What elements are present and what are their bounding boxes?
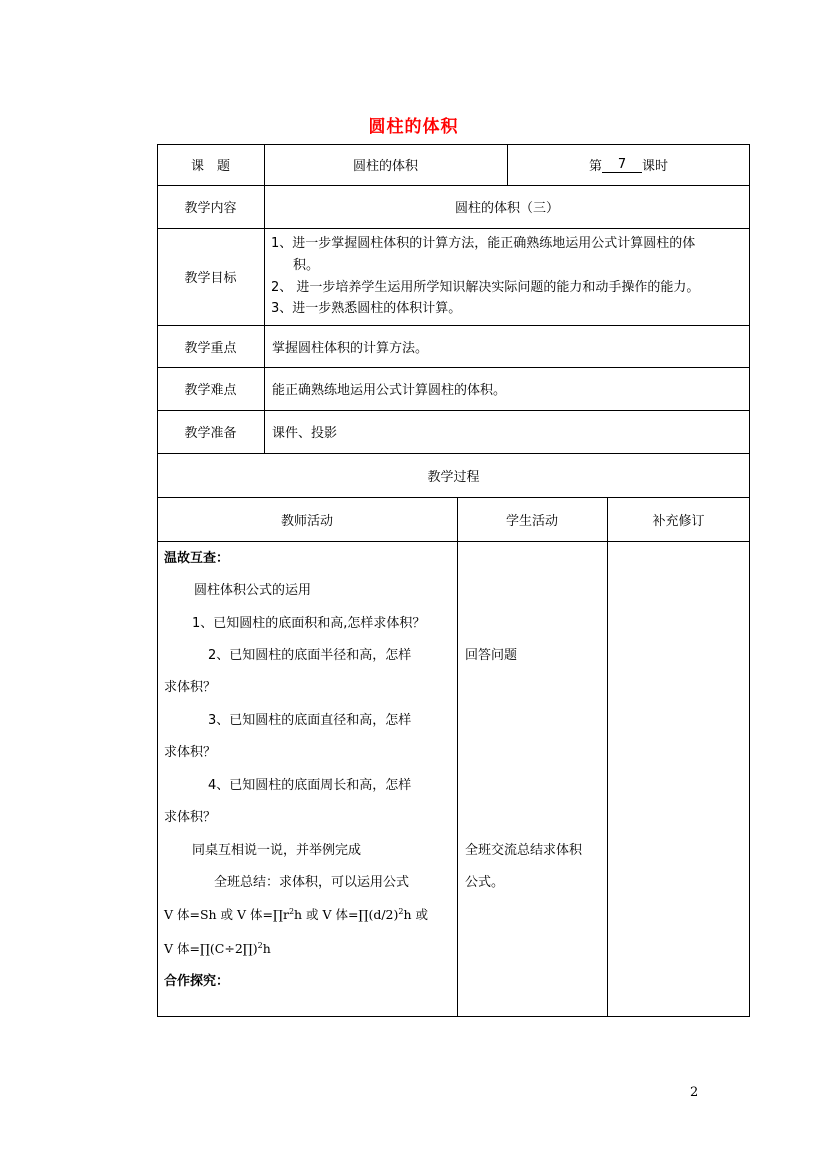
page-number: 2 [690,1085,699,1100]
question-2-cont: 求体积？ [164,680,217,695]
goal-line-1-cont: 积。 [293,258,320,273]
review-line: 圆柱体积公式的运用 [194,583,312,598]
explore-heading: 合作探究： [164,974,230,989]
student-answer: 回答问题 [465,648,518,663]
formula-part: h 或 V 体=∏(d/2) [294,907,399,922]
goal-line-1: 1、进一步掌握圆柱体积的计算方法，能正确熟练地运用公式计算圆柱的体 [271,236,696,251]
question-2: 2、已知圆柱的底面半径和高，怎样 [208,648,412,663]
difficulty-value: 能正确熟练地运用公式计算圆柱的体积。 [272,383,507,398]
topic-label: 课 题 [190,159,230,174]
pair-discussion: 同桌互相说一说，并举例完成 [192,843,362,858]
formula-part: V 体=∏(C÷2∏) [164,941,258,956]
period-suffix: 课时 [642,159,669,174]
question-4-cont: 求体积？ [164,810,217,825]
column-divider [607,497,608,1017]
goal-line-2: 2、 进一步培养学生运用所学知识解决实际问题的能力和动手操作的能力。 [271,280,700,295]
prep-label: 教学准备 [184,426,237,441]
class-summary: 全班总结：求体积，可以运用公式 [214,875,410,890]
difficulty-label: 教学难点 [184,383,237,398]
goals-label: 教学目标 [184,271,237,286]
question-4: 4、已知圆柱的底面周长和高，怎样 [208,778,412,793]
formula-part: h 或 [403,907,428,922]
formula-line-2 [164,941,271,957]
question-1: 1、已知圆柱的底面积和高,怎样求体积？ [192,616,426,631]
student-summary: 全班交流总结求体积 [465,843,583,858]
question-3: 3、已知圆柱的底面直径和高，怎样 [208,713,412,728]
teacher-activity-header: 教师活动 [280,513,333,529]
exponent: 2 [398,907,404,916]
formula-line-1 [164,907,428,923]
column-divider [457,497,458,1017]
review-heading: 温故互查： [164,551,230,566]
process-label: 教学过程 [427,469,480,485]
goal-line-3: 3、进一步熟悉圆柱的体积计算。 [271,301,462,316]
question-3-cont: 求体积？ [164,745,217,760]
content-value: 圆柱的体积（三） [454,201,559,216]
content-label: 教学内容 [184,201,237,216]
student-activity-header: 学生活动 [505,513,558,529]
document-title: 圆柱的体积 [368,117,459,137]
exponent: 2 [288,907,295,916]
period-cell [507,144,750,185]
key-label: 教学重点 [184,340,237,356]
formula-part: h [262,941,271,956]
period-number: 7 [602,157,642,173]
prep-value: 课件、投影 [272,426,338,441]
row-divider [157,541,750,542]
exponent: 2 [257,941,263,950]
topic-value: 圆柱的体积 [352,159,418,174]
period-prefix: 第 [588,159,602,174]
student-summary-cont: 公式。 [465,875,505,890]
revision-header: 补充修订 [652,513,705,529]
formula-part: V 体=Sh 或 V 体=∏r [164,907,289,922]
key-value: 掌握圆柱体积的计算方法。 [272,340,429,356]
